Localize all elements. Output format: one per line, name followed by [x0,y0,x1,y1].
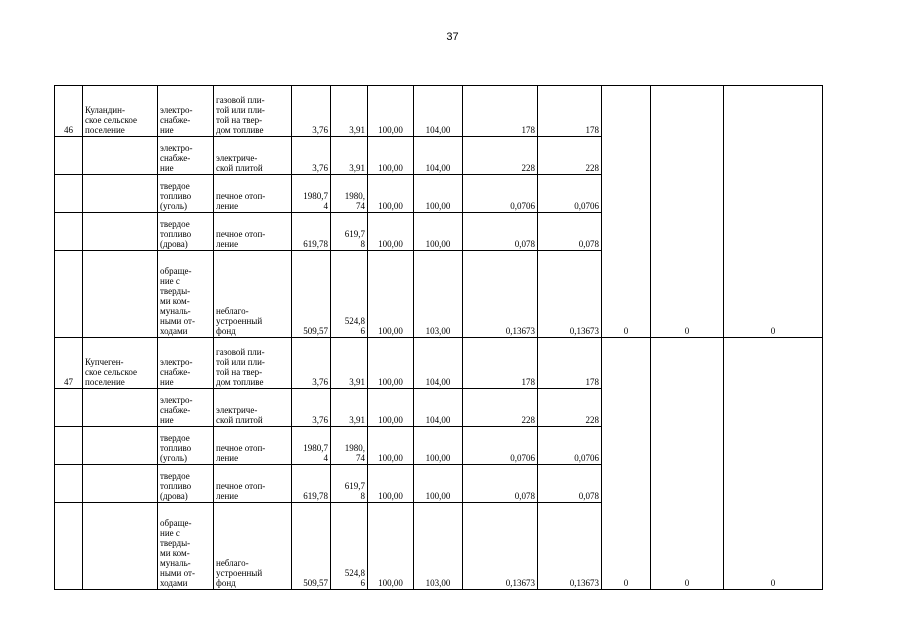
service-type: твердое топливо (уголь) [158,427,214,465]
extra-value-1: 0 [602,86,651,338]
settlement-name-empty [83,251,158,338]
norm-next: 228 [538,137,602,175]
norm-next: 178 [538,86,602,137]
tariff-current: 1980,7 4 [292,427,331,465]
row-number-empty [55,175,83,213]
tariff-next: 3,91 [331,137,368,175]
settlement-name-empty [83,503,158,590]
index-current: 100,00 [368,86,414,137]
tariff-table [54,85,823,590]
index-current: 100,00 [368,338,414,389]
table-row [55,86,823,137]
supply-method: электриче- ской плитой [214,137,292,175]
extra-value-2: 0 [651,86,724,338]
supply-method: газовой пли- той или пли- той на твер- дом топливе [214,86,292,137]
settlement-name-empty [83,389,158,427]
tariff-current: 1980,7 4 [292,175,331,213]
service-type: электро- снабже- ние [158,86,214,137]
index-next: 104,00 [414,389,463,427]
settlement-name: Купчеген- ское сельское поселение [83,338,158,389]
service-type: твердое топливо (дрова) [158,465,214,503]
tariff-current: 619,78 [292,213,331,251]
norm-next: 0,0706 [538,427,602,465]
tariff-next: 3,91 [331,86,368,137]
supply-method: печное отоп- ление [214,213,292,251]
norm-next: 0,078 [538,465,602,503]
tariff-current: 3,76 [292,338,331,389]
service-type: твердое топливо (дрова) [158,213,214,251]
row-number-empty [55,465,83,503]
row-number-empty [55,389,83,427]
row-number: 47 [55,338,83,389]
settlement-name-empty [83,137,158,175]
tariff-current: 3,76 [292,389,331,427]
norm-current: 178 [463,86,538,137]
supply-method: газовой пли- той или пли- той на твер- дом топливе [214,338,292,389]
norm-current: 228 [463,389,538,427]
index-next: 103,00 [414,503,463,590]
supply-method: неблаго- устроенный фонд [214,503,292,590]
index-current: 100,00 [368,137,414,175]
row-number-empty [55,137,83,175]
index-current: 100,00 [368,175,414,213]
service-type: твердое топливо (уголь) [158,175,214,213]
supply-method: печное отоп- ление [214,427,292,465]
settlement-name-empty [83,213,158,251]
norm-current: 0,0706 [463,427,538,465]
norm-next: 228 [538,389,602,427]
settlement-name-empty [83,427,158,465]
service-type: электро- снабже- ние [158,338,214,389]
tariff-next: 1980, 74 [331,427,368,465]
service-type: электро- снабже- ние [158,389,214,427]
service-type: обраще- ние с тверды- ми ком- муналь- ными от- ходами [158,503,214,590]
index-current: 100,00 [368,389,414,427]
index-current: 100,00 [368,503,414,590]
settlement-name-empty [83,465,158,503]
table-row [55,338,823,389]
tariff-next: 619,7 8 [331,465,368,503]
index-next: 100,00 [414,465,463,503]
tariff-next: 524,8 6 [331,503,368,590]
tariff-next: 524,8 6 [331,251,368,338]
extra-value-3: 0 [724,338,823,590]
tariff-next: 619,7 8 [331,213,368,251]
norm-current: 178 [463,338,538,389]
index-current: 100,00 [368,213,414,251]
extra-value-2: 0 [651,338,724,590]
norm-next: 0,13673 [538,503,602,590]
tariff-current: 509,57 [292,251,331,338]
settlement-name: Куландин- ское сельское поселение [83,86,158,137]
index-current: 100,00 [368,427,414,465]
row-number-empty [55,251,83,338]
row-number-empty [55,427,83,465]
row-number: 46 [55,86,83,137]
norm-next: 0,13673 [538,251,602,338]
index-next: 100,00 [414,175,463,213]
index-next: 100,00 [414,213,463,251]
index-next: 104,00 [414,137,463,175]
tariff-current: 3,76 [292,137,331,175]
index-next: 104,00 [414,338,463,389]
norm-current: 228 [463,137,538,175]
extra-value-3: 0 [724,86,823,338]
index-current: 100,00 [368,251,414,338]
tariff-current: 619,78 [292,465,331,503]
norm-next: 0,078 [538,213,602,251]
extra-value-1: 0 [602,338,651,590]
norm-current: 0,078 [463,465,538,503]
supply-method: электриче- ской плитой [214,389,292,427]
index-next: 103,00 [414,251,463,338]
norm-next: 178 [538,338,602,389]
norm-next: 0,0706 [538,175,602,213]
supply-method: неблаго- устроенный фонд [214,251,292,338]
supply-method: печное отоп- ление [214,175,292,213]
service-type: электро- снабже- ние [158,137,214,175]
settlement-name-empty [83,175,158,213]
tariff-current: 509,57 [292,503,331,590]
service-type: обраще- ние с тверды- ми ком- муналь- ными от- ходами [158,251,214,338]
index-next: 100,00 [414,427,463,465]
page-number: 37 [446,31,459,43]
norm-current: 0,13673 [463,503,538,590]
supply-method: печное отоп- ление [214,465,292,503]
index-next: 104,00 [414,86,463,137]
tariff-next: 3,91 [331,338,368,389]
norm-current: 0,13673 [463,251,538,338]
tariff-current: 3,76 [292,86,331,137]
tariff-next: 1980, 74 [331,175,368,213]
norm-current: 0,0706 [463,175,538,213]
row-number-empty [55,213,83,251]
row-number-empty [55,503,83,590]
index-current: 100,00 [368,465,414,503]
tariff-next: 3,91 [331,389,368,427]
norm-current: 0,078 [463,213,538,251]
